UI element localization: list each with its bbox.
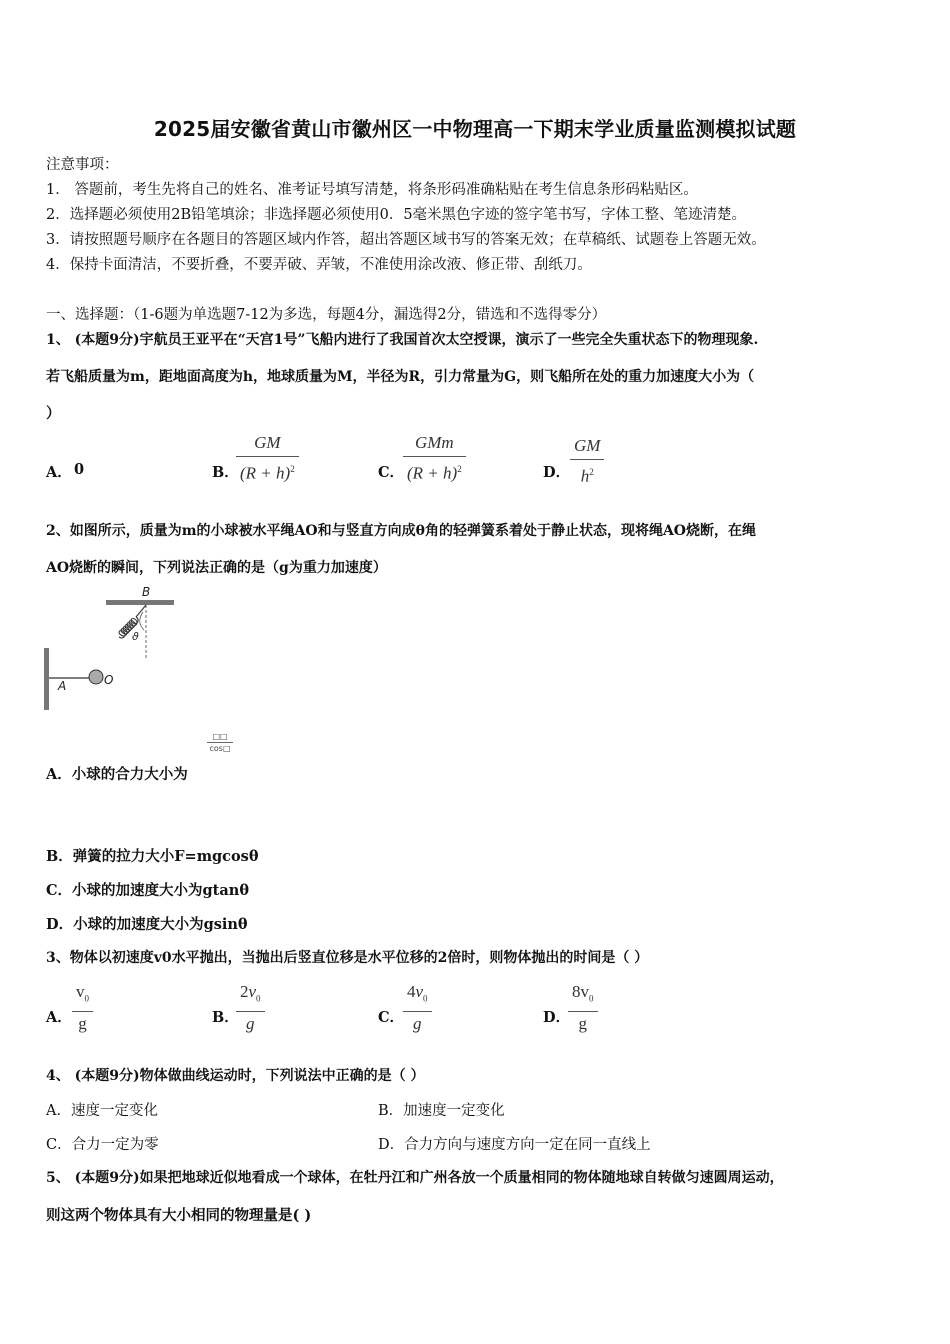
q2-line: 2、如图所示，质量为m的小球被水平绳AO和与竖直方向成θ角的轻弹簧系着处于静止状态，现将绳AO烧断，在绳 [46, 523, 757, 539]
q4-option-d: D．合力方向与速度方向一定在同一直线上 [378, 1137, 651, 1153]
fraction-numerator: v [580, 982, 589, 1001]
q1-option-d-label: D． [543, 464, 571, 481]
coefficient: 2 [240, 982, 249, 1001]
label-a: A [58, 679, 67, 693]
q4-option-a: A．速度一定变化 [46, 1103, 158, 1119]
q3-line: 3、物体以初速度v0水平抛出，当抛出后竖直位移是水平位移的2倍时，则物体抛出的时间是（ ） [46, 950, 649, 966]
q1-line: 若飞船质量为m，距地面高度为h，地球质量为M，半径为R，引力常量为G，则飞船所在处的重力加速度大小为（ [46, 369, 755, 385]
subscript: 0 [256, 993, 261, 1004]
q5-line: 则这两个物体具有大小相同的物理量是( ) [46, 1207, 312, 1224]
notice-item: 3．请按照题号顺序在各题目的答题区域内作答，超出答题区域书写的答案无效；在草稿纸、试题卷上答题无效。 [46, 232, 766, 248]
notice-item: 4．保持卡面清洁，不要折叠，不要弄破、弄皱，不准使用涂改液、修正带、刮纸刀。 [46, 257, 592, 273]
q4-option-c: C．合力一定为零 [46, 1137, 159, 1153]
exponent: 2 [290, 464, 295, 474]
q1-option-b-fraction [236, 433, 299, 484]
fraction-denominator: g [413, 1014, 422, 1034]
q1-line: 1、 (本题9分)宇航员王亚平在“天宫1号”飞船内进行了我国首次太空授课，演示了一些完全失重状态下的物理现象. [46, 332, 759, 348]
ceiling [106, 600, 174, 605]
q1-option-a-label: A． [46, 464, 72, 481]
fraction-numerator: GM [254, 433, 281, 452]
subscript: 0 [589, 993, 594, 1004]
q1-option-d-fraction [570, 436, 604, 487]
fraction-numerator: v [76, 982, 85, 1001]
label-b: B [142, 585, 151, 599]
fraction-denominator: h [580, 466, 590, 486]
label-theta: ϑ [132, 630, 139, 643]
angle-arc [140, 612, 144, 630]
q3-option-a-label: A． [46, 1009, 72, 1026]
fraction-denominator: (R + h) [240, 463, 291, 483]
exponent: 2 [589, 467, 594, 477]
fraction-denominator: g [246, 1014, 255, 1034]
q3-option-c-fraction [403, 982, 432, 1034]
q2-line: AO烧断的瞬间，下列说法正确的是（g为重力加速度） [46, 560, 387, 576]
q1-option-c-label: C． [378, 464, 405, 481]
q2-option-b: B．弹簧的拉力大小F=mgcosθ [46, 848, 259, 865]
q1-line: ） [46, 405, 61, 422]
notice-item: 2．选择题必须使用2B铅笔填涂；非选择题必须使用0．5毫米黑色字迹的签字笔书写，字体工整、笔迹清楚。 [46, 207, 747, 223]
q2-option-d: D．小球的加速度大小为gsinθ [46, 916, 248, 933]
fraction-numerator: v [248, 982, 257, 1001]
q3-option-b-label: B． [212, 1009, 239, 1026]
q4-option-b: B．加速度一定变化 [378, 1103, 505, 1119]
fraction-numerator: □□ [212, 732, 228, 741]
label-o: O [104, 673, 114, 687]
q2-option-a-fraction [207, 732, 233, 753]
fraction-numerator: v [415, 982, 424, 1001]
coefficient: 8 [572, 982, 581, 1001]
fraction-denominator: (R + h) [407, 463, 458, 483]
subscript: 0 [423, 993, 428, 1004]
spring-ball-figure [40, 582, 185, 712]
q3-option-b-fraction [236, 982, 265, 1034]
q2-option-c: C．小球的加速度大小为gtanθ [46, 882, 249, 899]
section-heading: 一、选择题：（1-6题为单选题7-12为多选，每题4分，漏选得2分，错选和不选得零分） [46, 307, 607, 323]
q2-option-a: A．小球的合力大小为 [46, 766, 188, 783]
q1-option-a-value: 0 [74, 461, 85, 478]
q1-option-b-label: B． [212, 464, 239, 481]
fraction-denominator: cos□ [209, 744, 231, 753]
wall [44, 648, 49, 710]
notice-item: 1． 答题前，考生先将自己的姓名、准考证号填写清楚，将条形码准确粘贴在考生信息条形码粘贴区。 [46, 182, 698, 198]
exponent: 2 [457, 464, 462, 474]
q1-option-c-fraction [403, 433, 466, 484]
subscript: 0 [84, 993, 89, 1004]
page-title: 2025届安徽省黄山市徽州区一中物理高一下期末学业质量监测模拟试题 [153, 117, 797, 141]
q3-option-d-label: D． [543, 1009, 571, 1026]
q3-option-c-label: C． [378, 1009, 405, 1026]
fraction-denominator: g [578, 1014, 587, 1034]
fraction-numerator: GMm [414, 433, 454, 452]
fraction-denominator: g [78, 1014, 87, 1034]
q4-line: 4、 (本题9分)物体做曲线运动时，下列说法中正确的是（ ） [46, 1068, 425, 1084]
q5-line: 5、 (本题9分)如果把地球近似地看成一个球体，在牡丹江和广州各放一个质量相同的物体随地球自转做匀速圆周运动， [46, 1170, 784, 1186]
q3-option-a-fraction [72, 982, 93, 1034]
fraction-numerator: GM [574, 436, 601, 455]
ball [89, 670, 103, 684]
coefficient: 4 [407, 982, 416, 1001]
q3-option-d-fraction [568, 982, 598, 1034]
notice-heading: 注意事项： [46, 157, 119, 173]
